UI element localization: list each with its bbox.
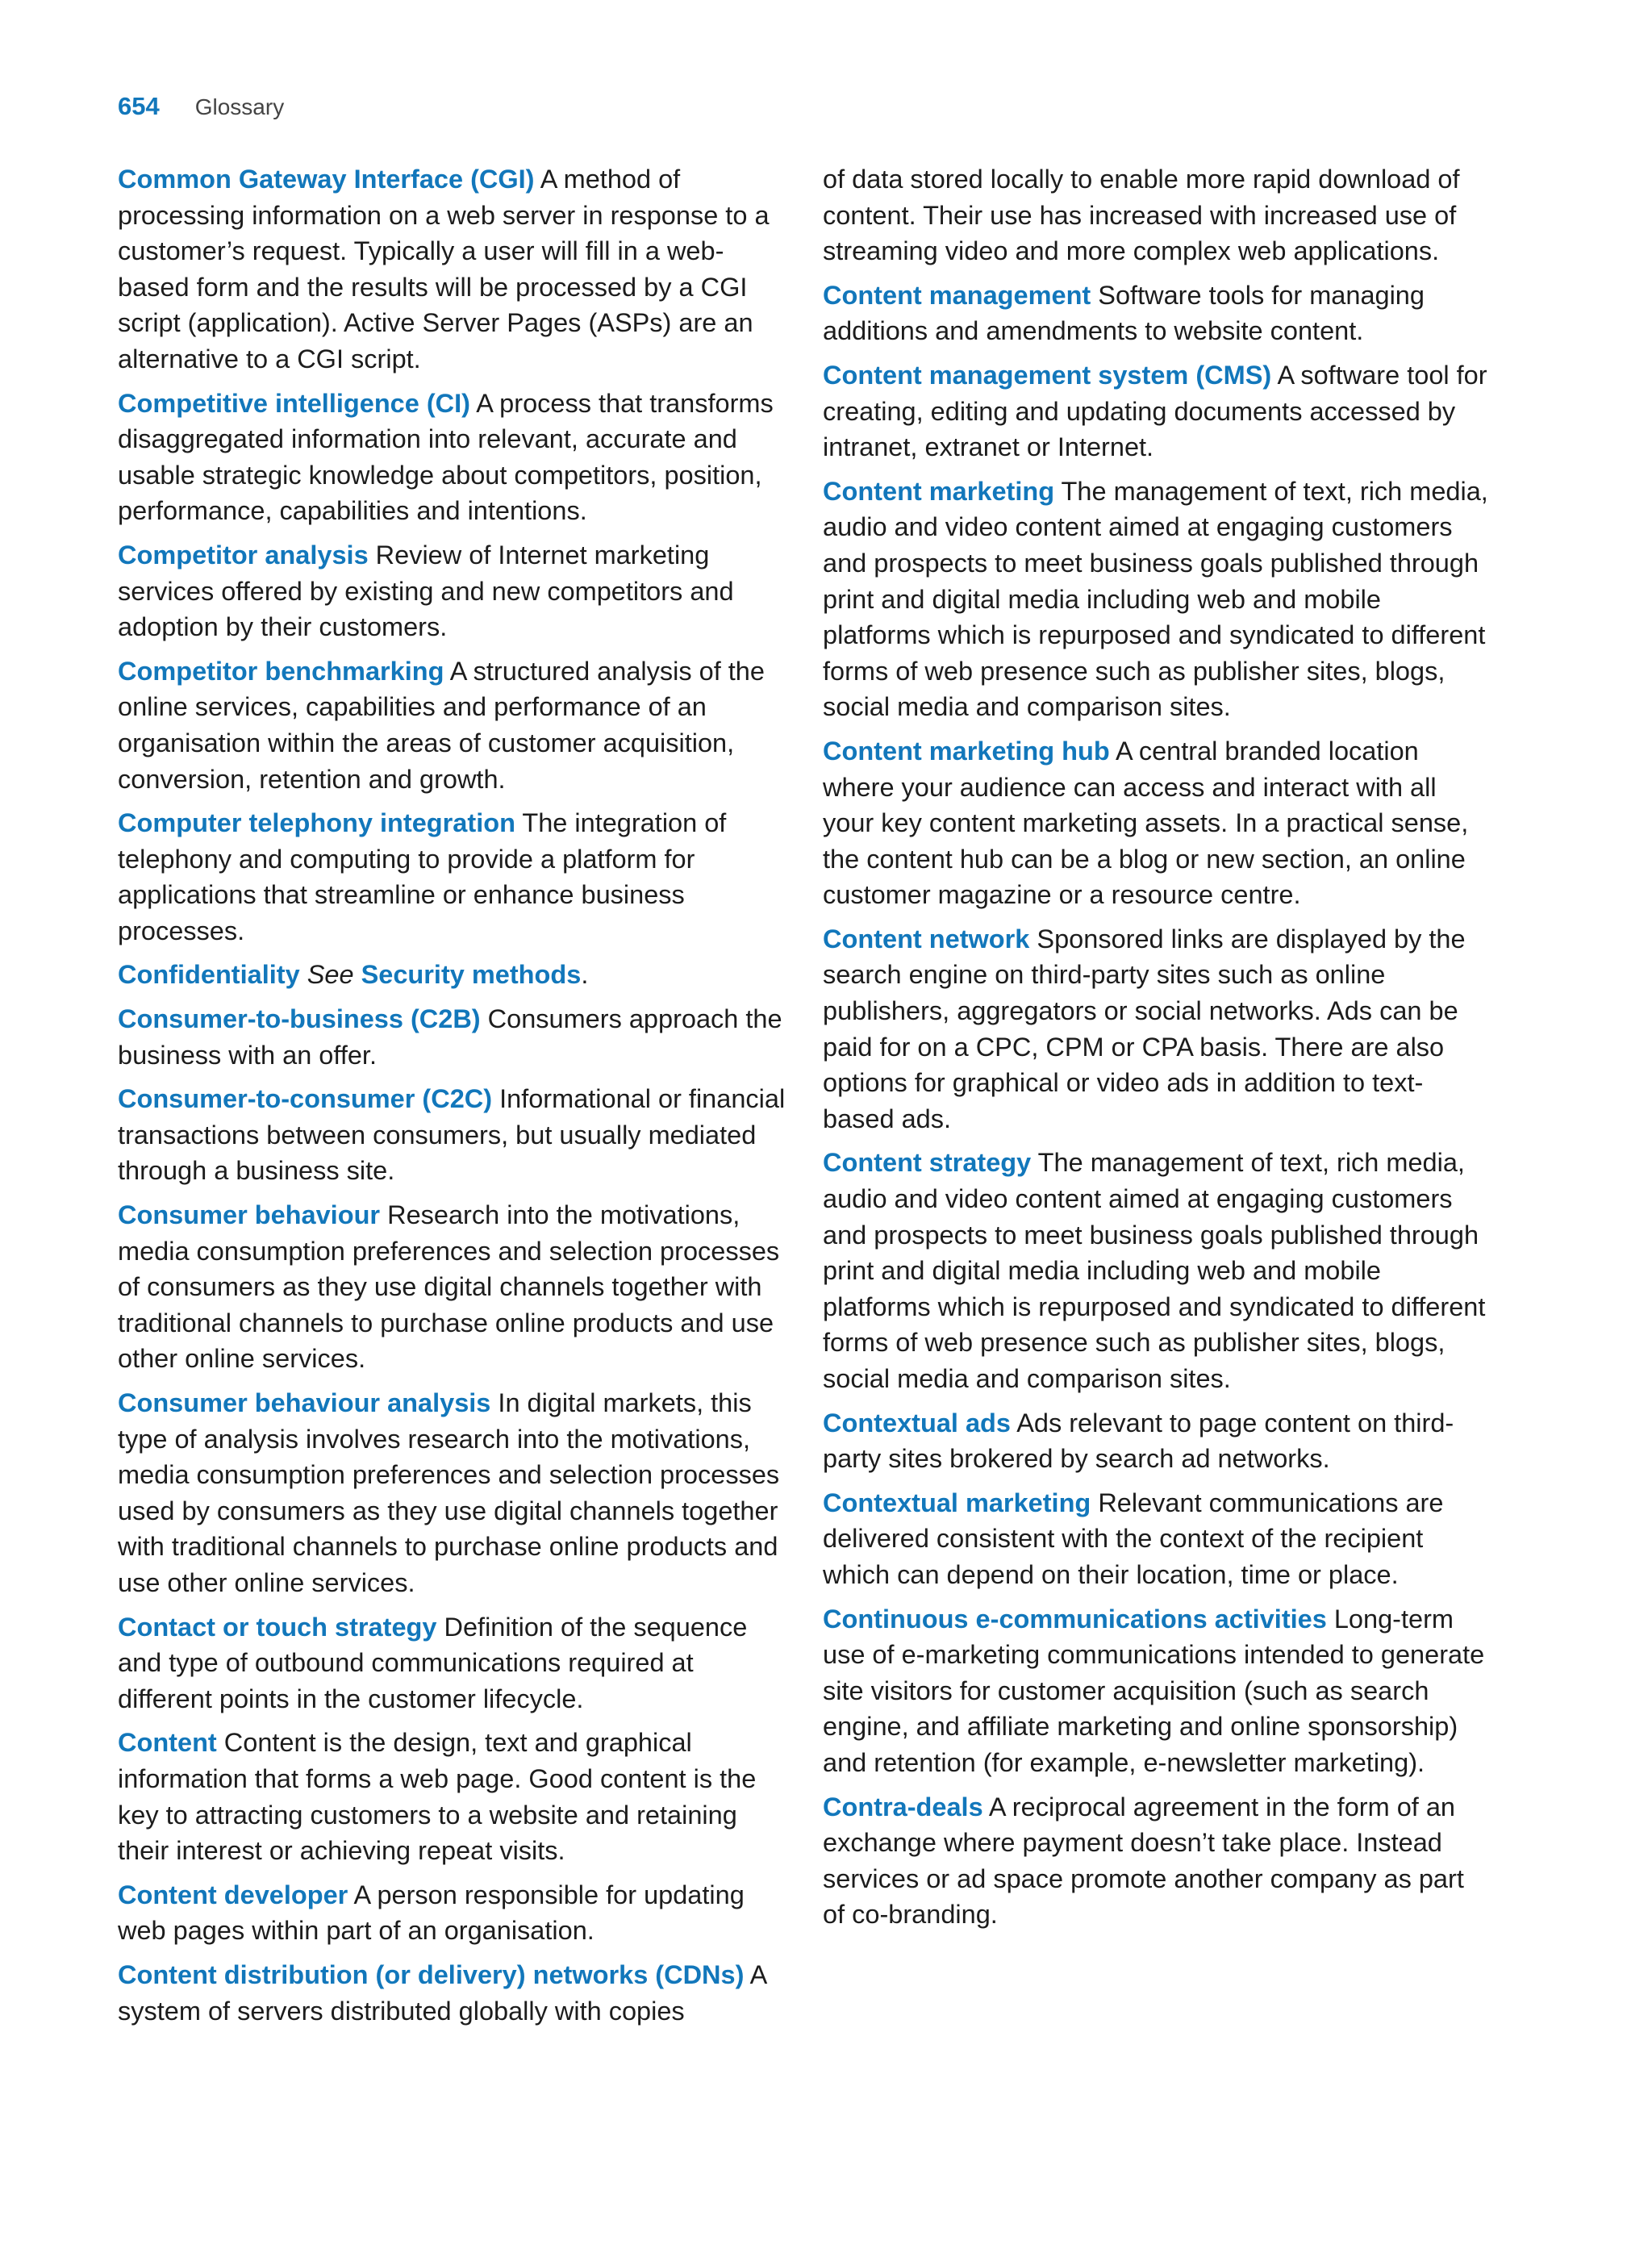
glossary-entry xyxy=(823,1145,1492,1396)
cross-reference-link[interactable]: Security methods xyxy=(361,960,582,990)
entry-term: Common Gateway Interface (CGI) xyxy=(118,165,535,194)
entry-definition: A method of processing information on a web server in response to a customer’s request. Typically a user will fill in a web-based form and the results will be processed by a CGI script (application). Active Server Pages (ASPs) are an alternative to a CGI script. xyxy=(118,165,770,373)
entry-term: Confidentiality xyxy=(118,960,300,990)
entry-term: Contact or touch strategy xyxy=(118,1612,437,1642)
entry-definition: Review of Internet marketing services offered by existing and new competitors and adoption by their customers. xyxy=(118,540,734,642)
entry-definition: Research into the motivations, media consumption preferences and selection processes of consumers as they use digital channels together with traditional channels to purchase online products and use other online services. xyxy=(118,1200,780,1374)
glossary-entry xyxy=(118,805,787,949)
entry-term: Content management xyxy=(823,280,1091,310)
entry-term: Content marketing hub xyxy=(823,736,1110,766)
page-header xyxy=(118,92,284,132)
entry-definition: Ads relevant to page content on third-party sites brokered by search ad networks. xyxy=(823,1408,1454,1474)
entry-term: Consumer behaviour analysis xyxy=(118,1388,491,1417)
glossary-entry xyxy=(118,1957,787,2029)
glossary-entry xyxy=(118,1877,787,1949)
glossary-entry xyxy=(118,1001,787,1073)
glossary-entry xyxy=(823,1789,1492,1933)
entry-definition: Sponsored links are displayed by the search engine on third-party sites such as online publishers, aggregators or social networks. Ads can be paid for on a CPC, CPM or CPA basis. There are also options for graphical or video ads in addition to text-based ads. xyxy=(823,924,1466,1133)
glossary-entry-continued xyxy=(823,161,1492,269)
entry-definition: Consumers approach the business with an offer. xyxy=(118,1004,782,1070)
glossary-entry xyxy=(118,1725,787,1868)
entry-definition: A person responsible for updating web pages within part of an organisation. xyxy=(118,1880,745,1946)
glossary-entry xyxy=(118,1609,787,1717)
entry-definition: The management of text, rich media, audio and video content aimed at engaging customers and prospects to meet business goals published through print and digital media including web and mobile platforms which is repurposed and syndicated to different forms of web presence such as publisher sites, blogs, social media and comparison sites. xyxy=(823,476,1488,722)
entry-definition: A software tool for creating, editing and updating documents accessed by intranet, extranet or Internet. xyxy=(823,360,1487,462)
glossary-entry xyxy=(823,733,1492,913)
glossary-entry xyxy=(823,277,1492,349)
right-column xyxy=(823,161,1492,1941)
entry-term: Competitor analysis xyxy=(118,540,369,570)
glossary-entry xyxy=(118,161,787,378)
entry-term: Consumer behaviour xyxy=(118,1200,381,1230)
entry-definition: A process that transforms disaggregated information into relevant, accurate and usable strategic knowledge about competitors, position, performance, capabilities and intentions. xyxy=(118,388,774,526)
entry-term: Competitive intelligence (CI) xyxy=(118,388,471,418)
entry-term: Consumer-to-business (C2B) xyxy=(118,1004,481,1034)
glossary-entry xyxy=(118,1385,787,1601)
entry-definition: Software tools for managing additions and amendments to website content. xyxy=(823,280,1425,346)
entry-term: Content strategy xyxy=(823,1148,1032,1178)
entry-definition: A system of servers distributed globally with copies xyxy=(118,1959,766,2026)
glossary-entry xyxy=(823,1601,1492,1781)
glossary-entry xyxy=(118,386,787,529)
entry-definition: In digital markets, this type of analysis involves research into the motivations, media consumption preferences and selection processes used by consumers as they use digital channels together with traditional channels to purchase online products and use other online services. xyxy=(118,1388,780,1597)
entry-term: Content marketing xyxy=(823,476,1055,506)
glossary-entry xyxy=(823,357,1492,465)
page-number: 654 xyxy=(118,92,160,120)
entry-term: Contextual ads xyxy=(823,1408,1011,1438)
entry-definition: The integration of telephony and computing to provide a platform for applications that streamline or enhance business processes. xyxy=(118,808,727,945)
entry-definition: Definition of the sequence and type of outbound communications required at different points in the customer lifecycle. xyxy=(118,1612,748,1713)
glossary-entry xyxy=(118,1197,787,1377)
entry-definition: Content is the design, text and graphical information that forms a web page. Good content is the key to attracting customers to a website and retaining their interest or achieving repeat visits. xyxy=(118,1728,757,1866)
entry-term: Content developer xyxy=(118,1880,348,1909)
glossary-entry xyxy=(118,653,787,797)
entry-tail: . xyxy=(581,960,589,990)
entry-term: Contra-deals xyxy=(823,1792,983,1821)
entry-term: Content management system (CMS) xyxy=(823,360,1272,390)
entry-definition: Long-term use of e-marketing communications intended to generate site visitors for customer acquisition (such as search engine, and affiliate marketing and online sponsorship) and retention (for example, e-newsletter marketing). xyxy=(823,1604,1485,1777)
entry-term: Contextual marketing xyxy=(823,1488,1091,1517)
entry-definition: Relevant communications are delivered consistent with the context of the recipient which can depend on their location, time or place. xyxy=(823,1488,1444,1589)
entry-definition: A central branded location where your audience can access and interact with all your key content marketing assets. In a practical sense, the content hub can be a blog or new section, an online customer magazine or a resource centre. xyxy=(823,736,1469,910)
entry-term: Competitor benchmarking xyxy=(118,656,444,686)
see-label: See xyxy=(299,960,361,990)
glossary-entry xyxy=(823,921,1492,1137)
entry-term: Consumer-to-consumer (C2C) xyxy=(118,1084,493,1114)
entry-definition: A structured analysis of the online services, capabilities and performance of an organisation within the areas of customer acquisition, conversion, retention and growth. xyxy=(118,656,765,794)
entry-term: Continuous e-communications activities xyxy=(823,1604,1327,1634)
entry-term: Computer telephony integration xyxy=(118,808,515,838)
running-head: Glossary xyxy=(194,94,285,119)
left-column xyxy=(118,161,787,2037)
entry-definition: of data stored locally to enable more rapid download of content. Their use has increased with increased use of streaming video and more complex web applications. xyxy=(823,165,1460,266)
glossary-entry xyxy=(823,1405,1492,1477)
glossary-entry xyxy=(823,1485,1492,1593)
glossary-entry xyxy=(823,474,1492,725)
entry-term: Content distribution (or delivery) networks (CDNs) xyxy=(118,1959,745,1989)
entry-term: Content network xyxy=(823,924,1030,953)
entry-definition: A reciprocal agreement in the form of an exchange where payment doesn’t take place. Instead services or ad space promote another company as part of co-branding. xyxy=(823,1792,1464,1930)
glossary-entry xyxy=(118,537,787,645)
glossary-entry xyxy=(118,1081,787,1189)
entry-term: Content xyxy=(118,1728,217,1758)
entry-definition: The management of text, rich media, audio and video content aimed at engaging customers and prospects to meet business goals published through print and digital media including web and mobile platforms which is repurposed and syndicated to different forms of web presence such as publisher sites, blogs, social media and comparison sites. xyxy=(823,1148,1486,1393)
entry-definition: Informational or financial transactions between consumers, but usually mediated through a business site. xyxy=(118,1084,786,1186)
glossary-entry xyxy=(118,957,787,993)
